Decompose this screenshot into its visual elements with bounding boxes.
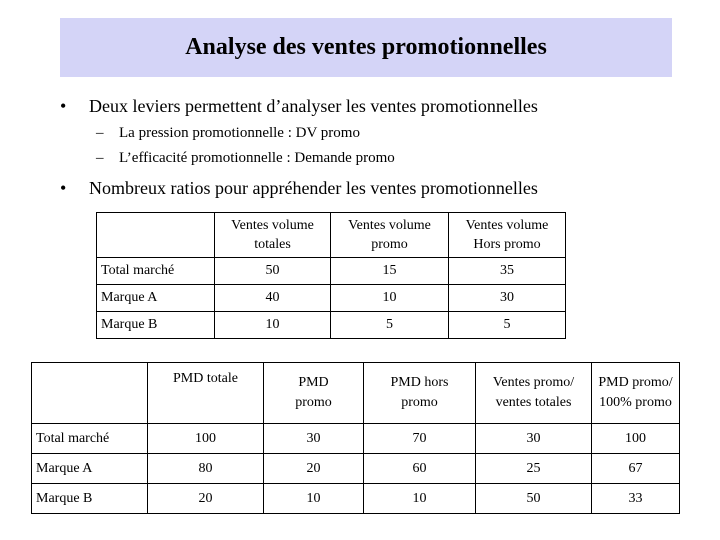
table-cell: 5 bbox=[331, 312, 449, 339]
table-header-row bbox=[32, 363, 680, 424]
bullet-2-text: Nombreux ratios pour appréhender les ventes promotionnelles bbox=[89, 178, 538, 198]
table-row bbox=[97, 258, 566, 285]
sub-bullet-2-text: L’efficacité promotionnelle : Demande promo bbox=[119, 150, 395, 166]
table-cell: 30 bbox=[264, 424, 364, 454]
bullet-1-text: Deux leviers permettent d’analyser les ventes promotionnelles bbox=[89, 96, 538, 116]
header-ventes-hors-promo: Ventes volume Hors promo bbox=[449, 213, 566, 258]
table-cell: 20 bbox=[148, 484, 264, 514]
table-cell: 20 bbox=[264, 454, 364, 484]
row-label: Total marché bbox=[97, 258, 215, 285]
table-row bbox=[97, 285, 566, 312]
header-ventes-promo-ratio: Ventes promo/ ventes totales bbox=[476, 363, 592, 424]
table-header-row bbox=[97, 213, 566, 258]
table-cell: 25 bbox=[476, 454, 592, 484]
table-cell: 40 bbox=[215, 285, 331, 312]
empty-corner-cell bbox=[97, 213, 215, 258]
table-cell: 67 bbox=[592, 454, 680, 484]
dash-icon: – bbox=[96, 125, 104, 141]
table-row bbox=[32, 424, 680, 454]
row-label: Marque A bbox=[97, 285, 215, 312]
table-cell: 5 bbox=[449, 312, 566, 339]
table-cell: 60 bbox=[364, 454, 476, 484]
table-cell: 50 bbox=[215, 258, 331, 285]
table-cell: 30 bbox=[449, 285, 566, 312]
table-cell: 10 bbox=[215, 312, 331, 339]
title-banner bbox=[60, 18, 672, 77]
table-cell: 100 bbox=[148, 424, 264, 454]
table-cell: 10 bbox=[264, 484, 364, 514]
row-label: Marque A bbox=[32, 454, 148, 484]
table-cell: 33 bbox=[592, 484, 680, 514]
table-cell: 30 bbox=[476, 424, 592, 454]
empty-corner-cell bbox=[32, 363, 148, 424]
header-pmd-promo: PMD promo bbox=[264, 363, 364, 424]
header-ventes-promo: Ventes volume promo bbox=[331, 213, 449, 258]
volume-table bbox=[96, 212, 566, 339]
header-ventes-totales: Ventes volume totales bbox=[215, 213, 331, 258]
bullet-dot-icon: • bbox=[60, 96, 67, 116]
row-label: Marque B bbox=[32, 484, 148, 514]
table-row bbox=[32, 484, 680, 514]
table-cell: 10 bbox=[331, 285, 449, 312]
table-cell: 80 bbox=[148, 454, 264, 484]
table-row bbox=[97, 312, 566, 339]
table-cell: 70 bbox=[364, 424, 476, 454]
pmd-table bbox=[31, 362, 680, 514]
table-cell: 35 bbox=[449, 258, 566, 285]
page-title: Analyse des ventes promotionnelles bbox=[185, 34, 547, 60]
bullet-dot-icon: • bbox=[60, 178, 67, 198]
header-pmd-totale: PMD totale bbox=[148, 363, 264, 424]
table-row bbox=[32, 454, 680, 484]
header-pmd-hors-promo: PMD hors promo bbox=[364, 363, 476, 424]
header-pmd-promo-ratio: PMD promo/ 100% promo bbox=[592, 363, 680, 424]
table-cell: 50 bbox=[476, 484, 592, 514]
sub-bullet-1-text: La pression promotionnelle : DV promo bbox=[119, 125, 360, 141]
row-label: Marque B bbox=[97, 312, 215, 339]
table-cell: 10 bbox=[364, 484, 476, 514]
table-cell: 15 bbox=[331, 258, 449, 285]
dash-icon: – bbox=[96, 150, 104, 166]
table-cell: 100 bbox=[592, 424, 680, 454]
row-label: Total marché bbox=[32, 424, 148, 454]
